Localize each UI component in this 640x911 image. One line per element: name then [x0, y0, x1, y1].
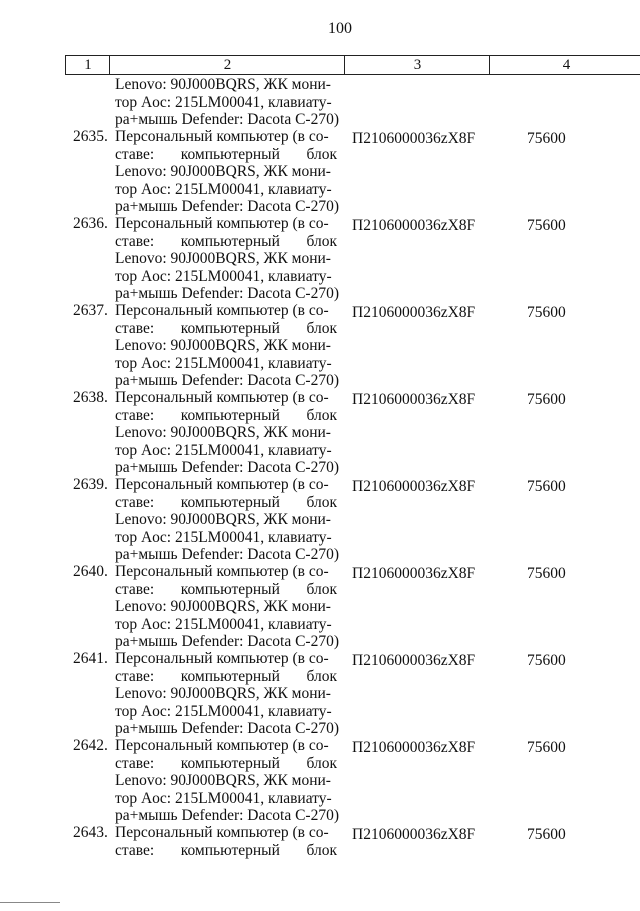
row-number: 2641. [73, 650, 108, 667]
description-line: Персональный компьютер (в со- [115, 737, 329, 754]
row-description [115, 737, 337, 825]
description-line: Lenovo: 90J000BQRS, ЖК мони- [115, 163, 331, 180]
description-line: ставе: компьютерный блок [115, 841, 337, 859]
description-line: ставе: компьютерный блок [115, 667, 337, 685]
description-line: Персональный компьютер (в со- [115, 563, 329, 580]
description-line: ра+мышь Defender: Dacota C-270) [115, 198, 339, 215]
row-number: 2642. [73, 737, 108, 754]
table-row [60, 737, 640, 824]
row-code: П2106000036zX8F [352, 652, 476, 669]
column-header-1: 1 [65, 56, 110, 74]
table-body [60, 128, 640, 911]
description-line: Lenovo: 90J000BQRS, ЖК мони- [115, 772, 331, 789]
row-price: 75600 [527, 217, 566, 234]
column-header-2: 2 [109, 56, 345, 74]
description-line: Lenovo: 90J000BQRS, ЖК мони- [115, 337, 331, 354]
description-line: тор Aoc: 215LM00041, клавиату- [115, 528, 332, 546]
description-line: Персональный компьютер (в со- [115, 215, 329, 232]
table-row [60, 128, 640, 215]
footer-rule [0, 902, 60, 903]
row-number: 2638. [73, 389, 108, 406]
row-number: 2640. [73, 563, 108, 580]
description-line: ра+мышь Defender: Dacota C-270) [115, 720, 339, 737]
table-row [60, 302, 640, 389]
row-code: П2106000036zX8F [352, 478, 476, 495]
description-line: ра+мышь Defender: Dacota C-270) [115, 372, 339, 389]
description-line: ставе: компьютерный блок [115, 232, 337, 250]
row-number: 2635. [73, 128, 108, 145]
continuation-description [115, 76, 337, 129]
row-code: П2106000036zX8F [352, 739, 476, 756]
description-line: ра+мышь Defender: Dacota C-270) [115, 459, 339, 476]
row-price: 75600 [527, 304, 566, 321]
description-line: ставе: компьютерный блок [115, 145, 337, 163]
row-code: П2106000036zX8F [352, 565, 476, 582]
description-line: Персональный компьютер (в со- [115, 128, 329, 145]
table-row [60, 650, 640, 737]
row-description [115, 563, 337, 651]
row-description [115, 389, 337, 477]
description-line: ставе: компьютерный блок [115, 319, 337, 337]
description-line: Lenovo: 90J000BQRS, ЖК мони- [115, 685, 331, 702]
column-header-3: 3 [344, 56, 490, 74]
row-code: П2106000036zX8F [352, 391, 476, 408]
row-description [115, 476, 337, 564]
description-line: Lenovo: 90J000BQRS, ЖК мони- [115, 511, 331, 528]
row-number: 2639. [73, 476, 108, 493]
row-number: 2636. [73, 215, 108, 232]
table-row [60, 389, 640, 476]
description-line: тор Aoc: 215LM00041, клавиату- [115, 267, 332, 285]
row-code: П2106000036zX8F [352, 304, 476, 321]
description-line: Lenovo: 90J000BQRS, ЖК мони- [115, 598, 331, 615]
row-code: П2106000036zX8F [352, 826, 476, 843]
description-line: тор Aoc: 215LM00041, клавиату- [115, 615, 332, 633]
description-line: ра+мышь Defender: Dacota C-270) [115, 546, 339, 563]
description-line: ра+мышь Defender: Dacota C-270) [115, 285, 339, 302]
row-price: 75600 [527, 391, 566, 408]
row-description [115, 650, 337, 738]
table-row [60, 563, 640, 650]
description-line: Персональный компьютер (в со- [115, 389, 329, 406]
description-line: тор Aoc: 215LM00041, клавиату- [115, 93, 332, 111]
row-number: 2637. [73, 302, 108, 319]
description-line: тор Aoc: 215LM00041, клавиату- [115, 354, 332, 372]
description-line: Персональный компьютер (в со- [115, 650, 329, 667]
row-description [115, 824, 337, 859]
column-header-4: 4 [489, 56, 640, 74]
description-line: ставе: компьютерный блок [115, 493, 337, 511]
description-line: ставе: компьютерный блок [115, 580, 337, 598]
description-line: Lenovo: 90J000BQRS, ЖК мони- [115, 76, 331, 93]
description-line: Персональный компьютер (в со- [115, 824, 329, 841]
row-description [115, 215, 337, 303]
row-price: 75600 [527, 478, 566, 495]
description-line: Персональный компьютер (в со- [115, 302, 329, 319]
description-line: Lenovo: 90J000BQRS, ЖК мони- [115, 250, 331, 267]
row-price: 75600 [527, 130, 566, 147]
row-description [115, 128, 337, 216]
description-line: Lenovo: 90J000BQRS, ЖК мони- [115, 424, 331, 441]
description-line: ра+мышь Defender: Dacota C-270) [115, 111, 339, 128]
description-line: тор Aoc: 215LM00041, клавиату- [115, 441, 332, 459]
row-price: 75600 [527, 652, 566, 669]
row-code: П2106000036zX8F [352, 217, 476, 234]
description-line: тор Aoc: 215LM00041, клавиату- [115, 789, 332, 807]
description-line: ра+мышь Defender: Dacota C-270) [115, 633, 339, 650]
row-code: П2106000036zX8F [352, 130, 476, 147]
table-row [60, 476, 640, 563]
description-line: тор Aoc: 215LM00041, клавиату- [115, 180, 332, 198]
row-price: 75600 [527, 826, 566, 843]
table-header-row [65, 55, 640, 75]
row-number: 2643. [73, 824, 108, 841]
description-line: Персональный компьютер (в со- [115, 476, 329, 493]
table-row [60, 824, 640, 911]
row-price: 75600 [527, 565, 566, 582]
page-number: 100 [328, 20, 352, 37]
description-line: ра+мышь Defender: Dacota C-270) [115, 807, 339, 824]
row-description [115, 302, 337, 390]
description-line: ставе: компьютерный блок [115, 754, 337, 772]
table-row [60, 215, 640, 302]
description-line: тор Aoc: 215LM00041, клавиату- [115, 702, 332, 720]
row-price: 75600 [527, 739, 566, 756]
description-line: ставе: компьютерный блок [115, 406, 337, 424]
